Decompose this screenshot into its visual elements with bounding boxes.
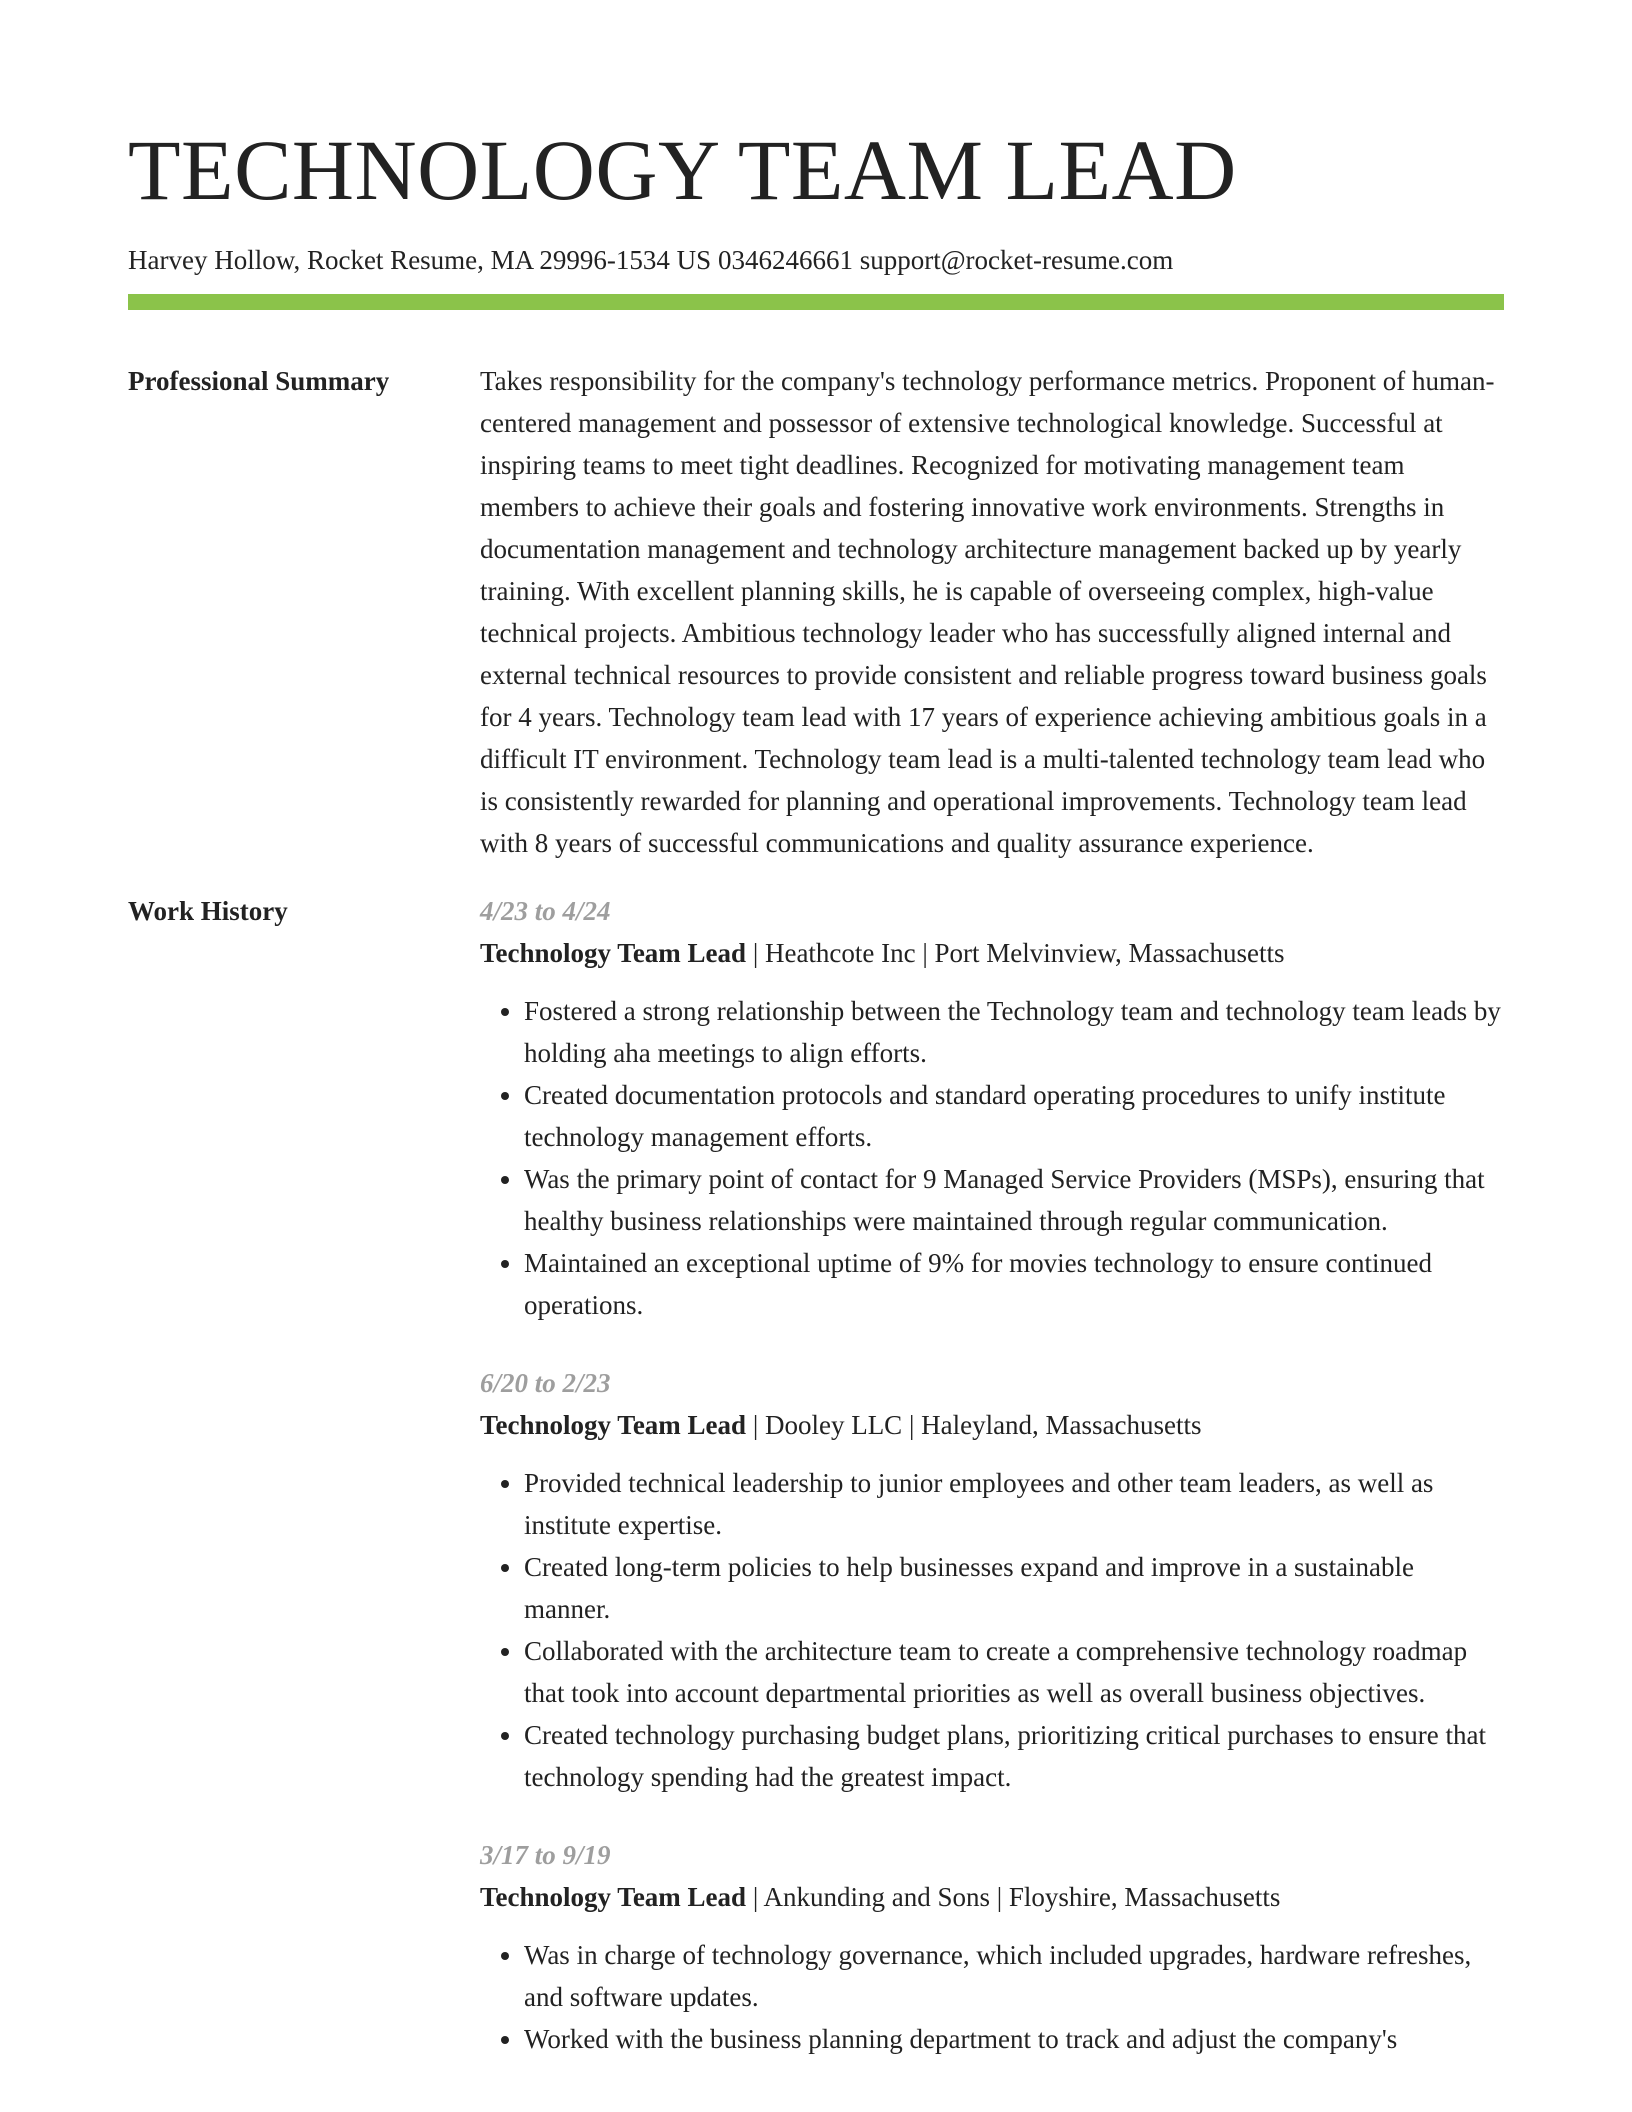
job-bullet: • Provided technical leadership to junior employees and other team leaders, as well as institute expertise. [524,1462,1504,1546]
contact-line: Harvey Hollow, Rocket Resume, MA 29996-1534 US 0346246661 support@rocket-resume.com [128,245,1174,275]
job-bullet: • Created long-term policies to help businesses expand and improve in a sustainable manner. [524,1546,1504,1630]
job-bullet: • Created documentation protocols and standard operating procedures to unify institute technology management efforts. [524,1074,1504,1158]
job-bullet: • Maintained an exceptional uptime of 9% for movies technology to ensure continued operations. [524,1242,1504,1326]
job-bullet: • Collaborated with the architecture team to create a comprehensive technology roadmap that took into account departmental priorities as well as overall business objectives. [524,1630,1504,1714]
job-entry [480,890,1504,1326]
job-bullet-list [480,1462,1504,1798]
job-title: Technology Team Lead [480,938,747,968]
job-dates: 4/23 to 4/24 [480,896,611,926]
resume-page [128,0,1504,2060]
job-title-line [480,932,1504,974]
job-bullet: • Fostered a strong relationship between the Technology team and technology team leads by holding aha meetings to align efforts. [524,990,1504,1074]
job-bullet-list [480,1934,1504,2060]
job-entry [480,1362,1504,1798]
job-title-line [480,1404,1504,1446]
job-entry [480,1834,1504,2060]
professional-summary-title: Professional Summary [128,366,390,396]
job-title-line [480,1876,1504,1918]
job-title: Technology Team Lead [480,1882,747,1912]
job-bullet: • Worked with the business planning department to track and adjust the company's [524,2018,1504,2060]
job-dates: 3/17 to 9/19 [480,1840,611,1870]
professional-summary-section [128,360,1504,864]
job-bullet: • Was in charge of technology governance, which included upgrades, hardware refreshes, and software updates. [524,1934,1504,2018]
job-company-location: | Dooley LLC | Haleyland, Massachusetts [746,1410,1202,1440]
job-dates: 6/20 to 2/23 [480,1368,611,1398]
work-history-title: Work History [128,896,288,926]
job-bullet-list [480,990,1504,1326]
professional-summary-text: Takes responsibility for the company's technology performance metrics. Proponent of human-centered management and possessor of extensive technological knowledge. Successful at inspiring teams to meet tight deadlines. Recognized for motivating management team members to achieve their goals and fostering innovative work environments. Strengths in documentation management and technology architecture management backed up by yearly training. With excellent planning skills, he is capable of overseeing complex, high-value technical projects. Ambitious technology leader who has successfully aligned internal and external technical resources to provide consistent and reliable progress toward business goals for 4 years. Technology team lead with 17 years of experience achieving ambitious goals in a difficult IT environment. Technology team lead is a multi-talented technology team lead who is consistently rewarded for planning and operational improvements. Technology team lead with 8 years of successful communications and quality assurance experience. [480,366,1495,858]
resume-name-heading: TECHNOLOGY TEAM LEAD [128,122,1237,218]
job-bullet: • Was the primary point of contact for 9 Managed Service Providers (MSPs), ensuring that healthy business relationships were maintained through regular communication. [524,1158,1504,1242]
job-title: Technology Team Lead [480,1410,747,1440]
work-history-section [128,890,1504,2060]
job-bullet: • Created technology purchasing budget plans, prioritizing critical purchases to ensure that technology spending had the greatest impact. [524,1714,1504,1798]
job-company-location: | Heathcote Inc | Port Melvinview, Massachusetts [746,938,1285,968]
header-accent-rule [128,294,1504,310]
job-company-location: | Ankunding and Sons | Floyshire, Massachusetts [746,1882,1281,1912]
work-history-list [480,890,1504,2060]
